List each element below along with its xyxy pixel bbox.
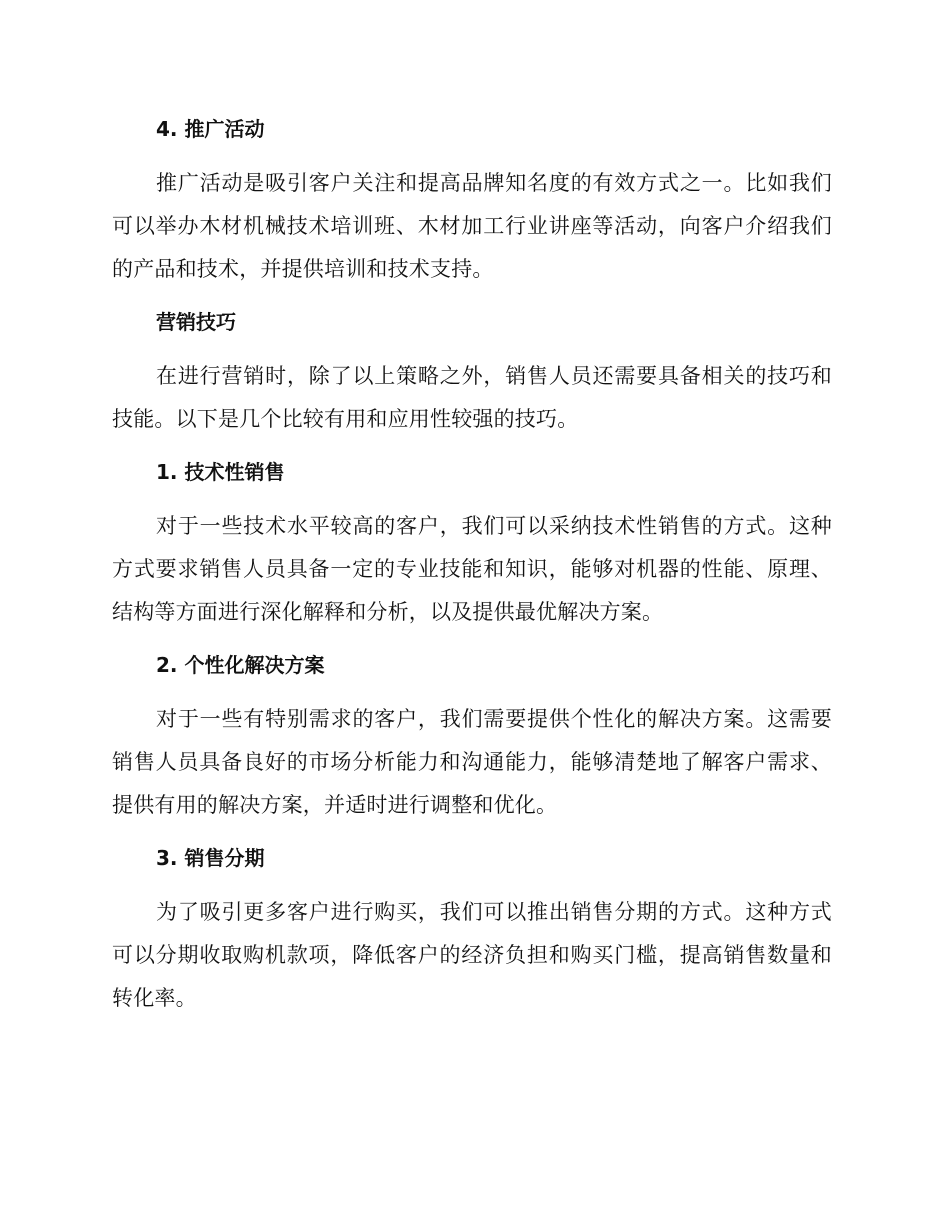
section-heading-installment-sales: 3. 销售分期 (156, 846, 265, 870)
section-heading-technical-sales: 1. 技术性销售 (156, 460, 285, 484)
section-paragraph-installment-sales: 为了吸引更多客户进行购买，我们可以推出销售分期的方式。这种方式可以分期收取购机款项，降低客户的经济负担和购买门槛，提高销售数量和转化率。 (112, 900, 832, 1010)
section-paragraph-promotion: 推广活动是吸引客户关注和提高品牌知名度的有效方式之一。比如我们可以举办木材机械技术培训班、木材加工行业讲座等活动，向客户介绍我们的产品和技术，并提供培训和技术支持。 (112, 171, 832, 281)
section-heading-promotion: 4. 推广活动 (156, 117, 265, 141)
section-paragraph-marketing-skills: 在进行营销时，除了以上策略之外，销售人员还需要具备相关的技巧和技能。以下是几个比较有用和应用性较强的技巧。 (112, 364, 832, 431)
section-heading-marketing-skills: 营销技巧 (156, 310, 236, 334)
section-paragraph-technical-sales: 对于一些技术水平较高的客户，我们可以采纳技术性销售的方式。这种方式要求销售人员具备一定的专业技能和知识，能够对机器的性能、原理、结构等方面进行深化解释和分析，以及提供最优解决方案。 (112, 514, 832, 624)
section-paragraph-personalized-solutions: 对于一些有特别需求的客户，我们需要提供个性化的解决方案。这需要销售人员具备良好的市场分析能力和沟通能力，能够清楚地了解客户需求、提供有用的解决方案，并适时进行调整和优化。 (112, 707, 832, 817)
document-body (112, 110, 832, 1032)
section-heading-personalized-solutions: 2. 个性化解决方案 (156, 653, 325, 677)
